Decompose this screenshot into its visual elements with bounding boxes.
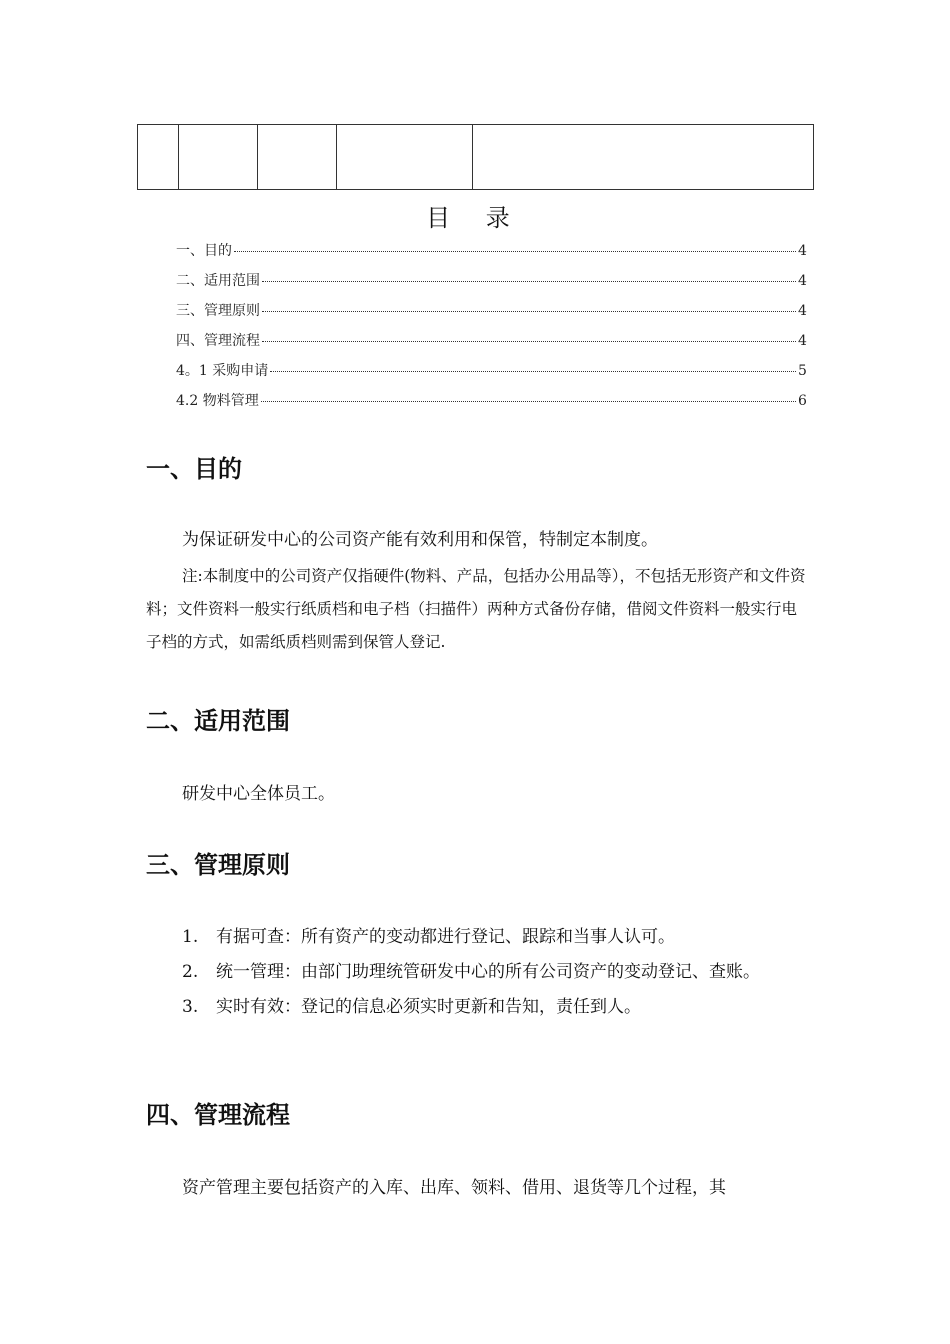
toc-leader <box>262 310 796 312</box>
toc-leader <box>261 400 796 402</box>
process-paragraph: 资产管理主要包括资产的入库、出库、领料、借用、退货等几个过程，其 <box>182 1178 726 1198</box>
toc-item[interactable] <box>176 360 806 390</box>
toc-leader <box>234 250 796 252</box>
toc-title: 目 录 <box>426 204 524 232</box>
toc-item-label: 四、管理流程 <box>176 333 260 349</box>
table-cell <box>179 125 258 190</box>
table-cell <box>138 125 179 190</box>
list-item-text: 统一管理：由部门助理统管研发中心的所有公司资产的变动登记、查账。 <box>216 962 760 982</box>
table-cell <box>473 125 814 190</box>
scope-paragraph: 研发中心全体员工。 <box>182 784 335 804</box>
toc-item-page: 4 <box>798 303 807 319</box>
purpose-note: 注:本制度中的公司资产仅指硬件(物料、产品，包括办公用品等），不包括无形资产和文件资料；文件资料一般实行纸质档和电子档（扫描件）两种方式备份存储，借阅文件资料一般实行电子档的方式，如需纸质档则需到保管人登记. <box>146 567 806 651</box>
toc-item[interactable] <box>176 270 806 300</box>
toc-item-label: 4。1 采购申请 <box>176 363 269 379</box>
table-of-contents <box>176 240 806 420</box>
toc-item-label: 二、适用范围 <box>176 273 260 289</box>
toc-item[interactable] <box>176 390 806 420</box>
header-table <box>137 124 814 190</box>
table-cell <box>258 125 337 190</box>
list-item-number: 1. <box>182 927 199 947</box>
toc-item[interactable] <box>176 240 806 270</box>
toc-leader <box>270 370 796 372</box>
toc-leader <box>262 340 796 342</box>
toc-item-page: 4 <box>798 333 807 349</box>
list-item-text: 实时有效：登记的信息必须实时更新和告知，责任到人。 <box>216 997 641 1017</box>
list-item-number: 3. <box>182 997 199 1017</box>
table-cell <box>337 125 473 190</box>
purpose-paragraph: 为保证研发中心的公司资产能有效利用和保管，特制定本制度。 <box>182 530 658 550</box>
list-item <box>182 990 802 1025</box>
list-item <box>182 955 802 990</box>
toc-item-page: 6 <box>798 393 807 409</box>
toc-item-label: 三、管理原则 <box>176 303 260 319</box>
section-heading-process: 四、管理流程 <box>146 1101 290 1129</box>
section-heading-scope: 二、适用范围 <box>146 707 290 735</box>
table-row <box>138 125 814 190</box>
toc-item-page: 4 <box>798 243 807 259</box>
list-item-text: 有据可查：所有资产的变动都进行登记、跟踪和当事人认可。 <box>216 927 675 947</box>
toc-item-page: 4 <box>798 273 807 289</box>
list-item-number: 2. <box>182 962 199 982</box>
section-heading-principles: 三、管理原则 <box>146 851 290 879</box>
toc-leader <box>262 280 796 282</box>
list-item <box>182 920 802 955</box>
principles-list <box>182 920 802 1025</box>
toc-item-page: 5 <box>798 363 807 379</box>
toc-item[interactable] <box>176 330 806 360</box>
toc-item[interactable] <box>176 300 806 330</box>
toc-item-label: 4.2 物料管理 <box>176 393 259 409</box>
section-heading-purpose: 一、目的 <box>146 455 242 483</box>
toc-item-label: 一、目的 <box>176 243 232 259</box>
